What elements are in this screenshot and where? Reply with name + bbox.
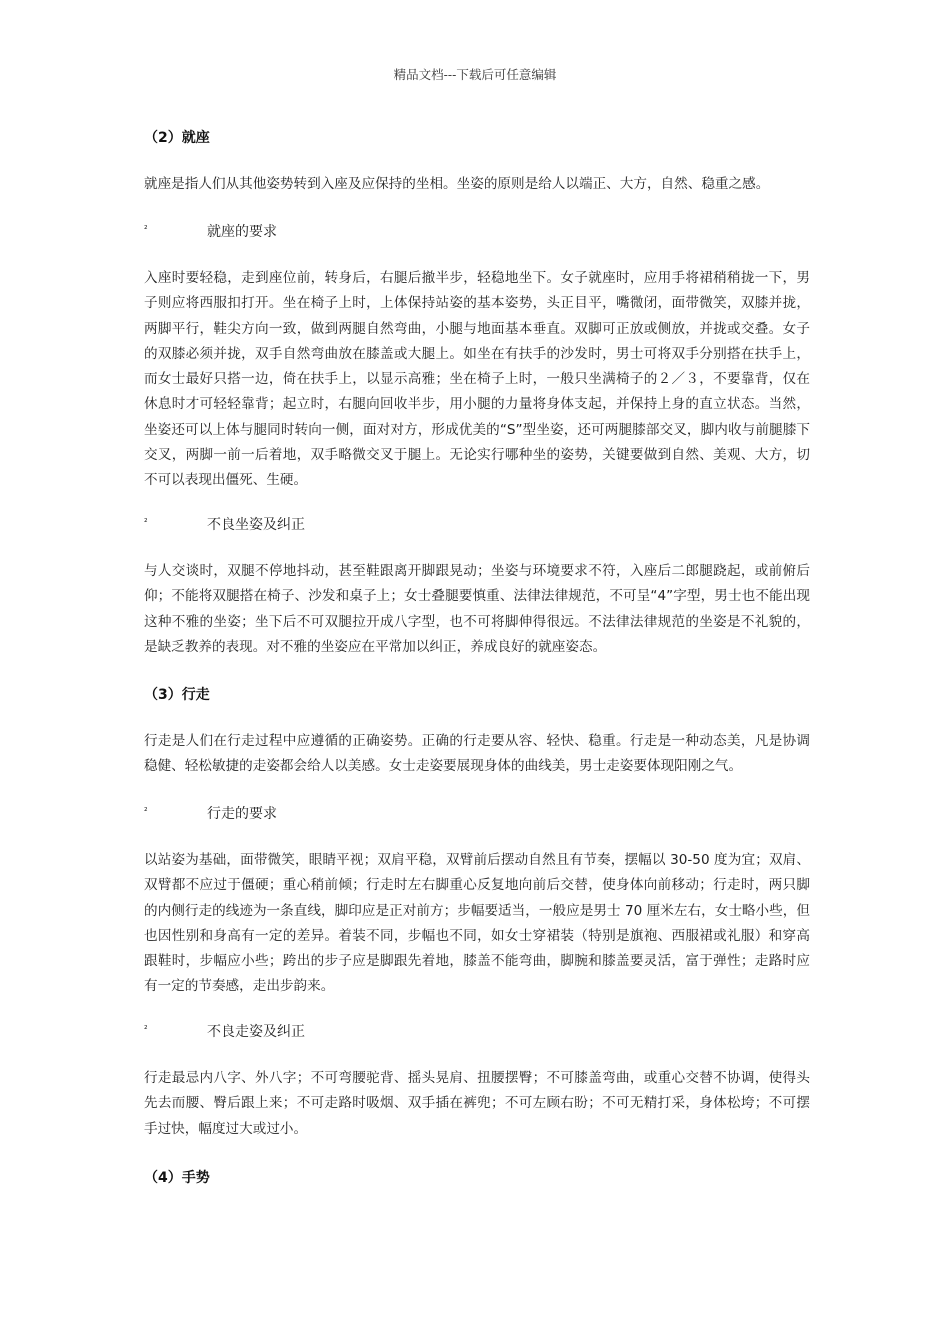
subheading-label: 不良走姿及纠正 — [207, 1024, 305, 1040]
section-heading-gestures: （4）手势 — [144, 1170, 210, 1186]
paragraph-sitting-requirements: 入座时要轻稳，走到座位前，转身后，右腿后撤半步，轻稳地坐下。女子就座时，应用手将裙稍稍拢一下，男子则应将西服扣打开。坐在椅子上时，上体保持站姿的基本姿势，头正目平，嘴微闭，面带微笑，双膝并拢，两脚平行，鞋尖方向一致，做到两腿自然弯曲，小腿与地面基本垂直。双脚可正放或侧放，并拢或交叠。女子的双膝必须并拢，双手自然弯曲放在膝盖或大腿上。如坐在有扶手的沙发时，男士可将双手分别搭在扶手上，而女士最好只搭一边，倚在扶手上，以显示高雅；坐在椅子上时，一般只坐满椅子的２／３，不要靠背，仅在休息时才可轻轻靠背；起立时，右腿向回收半步，用小腿的力量将身体支起，并保持上身的直立状态。当然，坐姿还可以上体与腿同时转向一侧，面对对方，形成优美的“S”型坐姿，还可两腿膝部交叉，脚内收与前腿膝下交叉，两脚一前一后着地，双手略微交叉于腿上。无论实行哪种坐的姿势，关键要做到自然、美观、大方，切不可以表现出僵死、生硬。 — [144, 270, 810, 489]
subheading-label: 就座的要求 — [207, 224, 277, 240]
subheading-label: 行走的要求 — [207, 806, 277, 822]
section-heading-sitting: （2）就座 — [144, 130, 210, 146]
bullet-mark: ² — [144, 518, 148, 528]
paragraph-walking-requirements: 以站姿为基础，面带微笑，眼睛平视；双肩平稳，双臂前后摆动自然且有节奏，摆幅以 30-50 度为宜；双肩、双臂都不应过于僵硬；重心稍前倾；行走时左右脚重心反复地向前后交替，使身体向前移动；行走时，两只脚的内侧行走的线迹为一条直线，脚印应是正对前方；步幅要适当，一般应是男士 70 厘米左右，女士略小些，但也因性别和身高有一定的差异。着装不同，步幅也不同，如女士穿裙装（特别是旗袍、西服裙或礼服）和穿高跟鞋时，步幅应小些；跨出的步子应是脚跟先着地，膝盖不能弯曲，脚腕和膝盖要灵活，富于弹性；走路时应有一定的节奏感，走出步韵来。 — [144, 852, 810, 995]
page-header: 精品文档---下载后可任意编辑 — [393, 67, 557, 82]
subheading-sitting-requirements — [144, 221, 277, 241]
bullet-mark: ² — [144, 225, 148, 235]
subheading-bad-walking — [144, 1021, 305, 1041]
subheading-walking-requirements — [144, 803, 277, 823]
paragraph-bad-sitting: 与人交谈时，双腿不停地抖动，甚至鞋跟离开脚跟晃动；坐姿与环境要求不符，入座后二郎腿跷起，或前俯后仰；不能将双腿搭在椅子、沙发和桌子上；女士叠腿要慎重、法律法律规范，不可呈“4”字型，男士也不能出现这种不雅的坐姿；坐下后不可双腿拉开成八字型，也不可将脚伸得很远。不法律法律规范的坐姿是不礼貌的，是缺乏教养的表现。对不雅的坐姿应在平常加以纠正，养成良好的就座姿态。 — [144, 563, 810, 655]
section-heading-walking: （3）行走 — [144, 687, 210, 703]
paragraph-bad-walking: 行走最忌内八字、外八字；不可弯腰驼背、摇头晃肩、扭腰摆臀；不可膝盖弯曲，或重心交替不协调，使得头先去而腰、臀后跟上来；不可走路时吸烟、双手插在裤兜；不可左顾右盼；不可无精打采，身体松垮；不可摆手过快，幅度过大或过小。 — [144, 1070, 810, 1137]
bullet-mark: ² — [144, 1025, 148, 1035]
subheading-label: 不良坐姿及纠正 — [207, 517, 305, 533]
subheading-bad-sitting — [144, 514, 305, 534]
paragraph-walking-intro: 行走是人们在行走过程中应遵循的正确姿势。正确的行走要从容、轻快、稳重。行走是一种动态美，凡是协调稳健、轻松敏捷的走姿都会给人以美感。女士走姿要展现身体的曲线美，男士走姿要体现阳刚之气。 — [144, 733, 810, 775]
paragraph-sitting-intro: 就座是指人们从其他姿势转到入座及应保持的坐相。坐姿的原则是给人以端正、大方，自然、稳重之感。 — [144, 176, 770, 192]
bullet-mark: ² — [144, 807, 148, 817]
